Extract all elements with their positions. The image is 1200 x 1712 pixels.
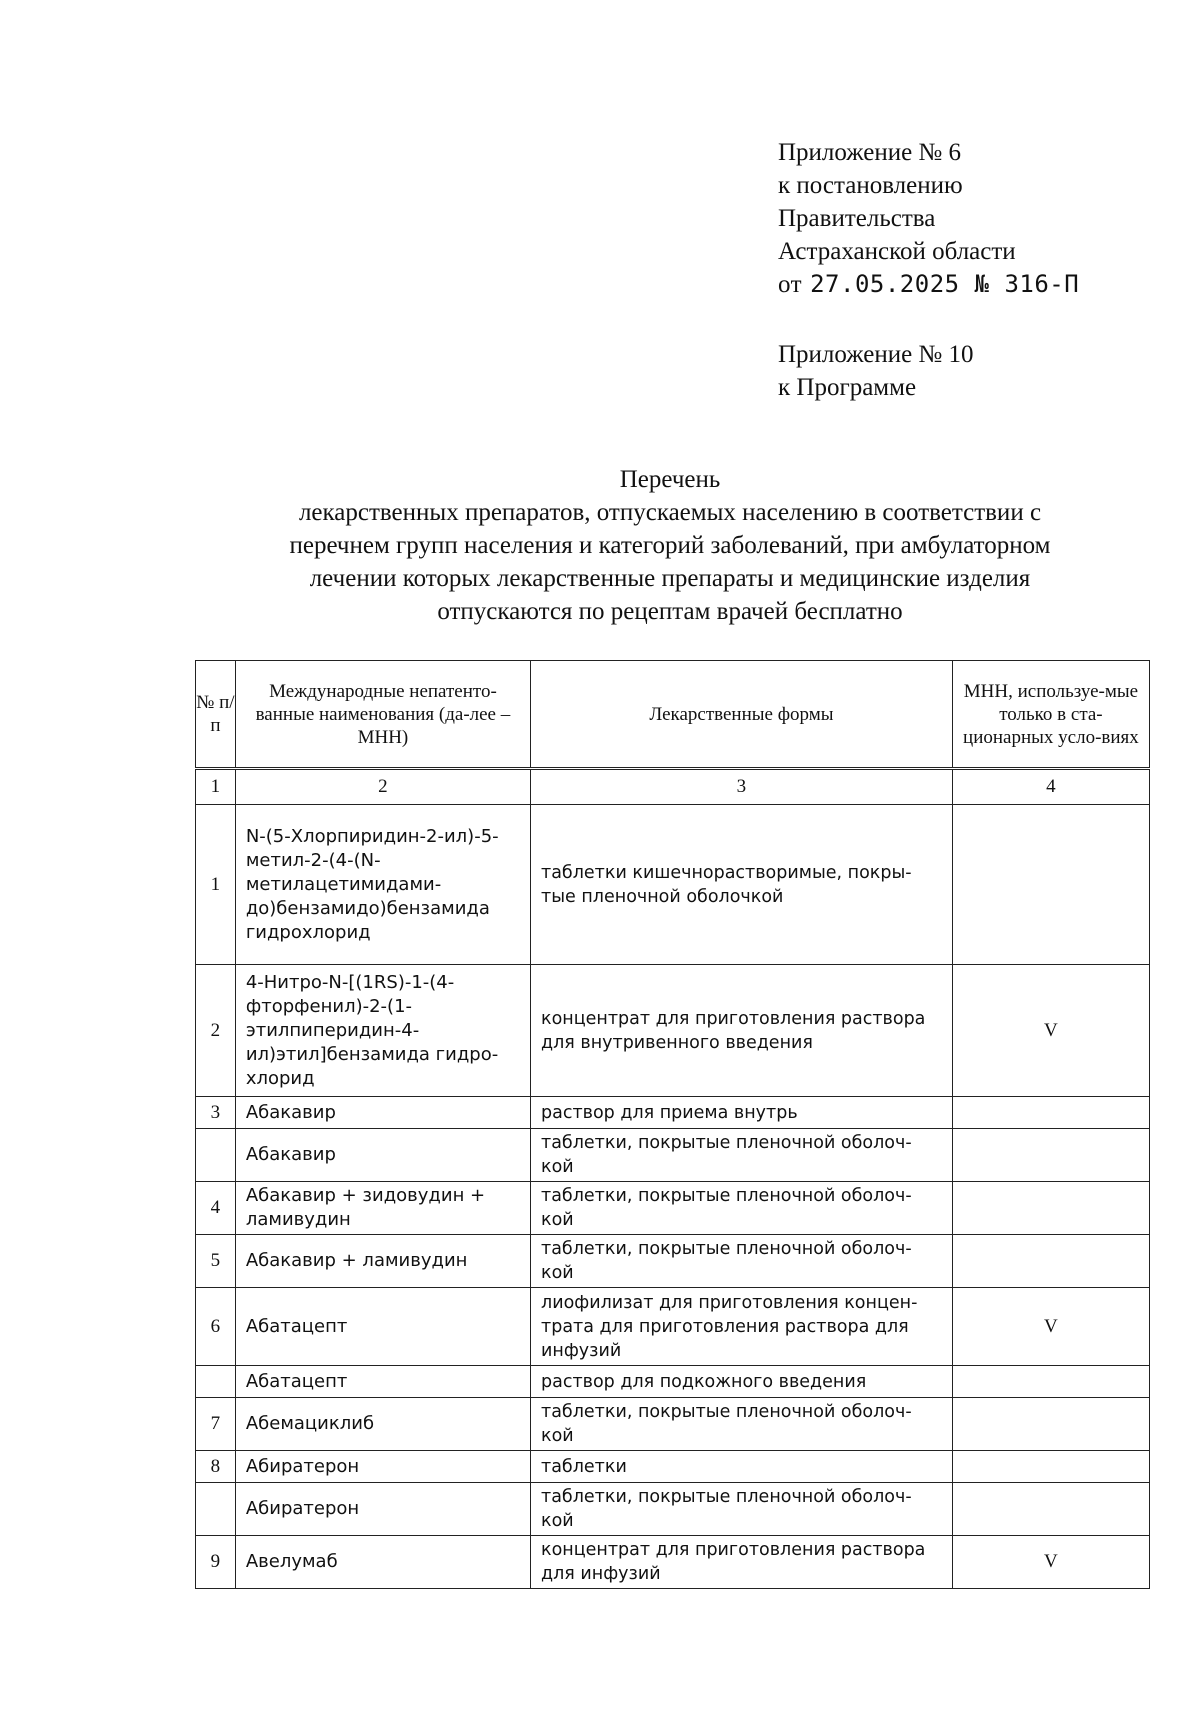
row-hospital-mark: V bbox=[952, 1288, 1149, 1366]
row-mnn: Абакавир bbox=[235, 1097, 530, 1129]
column-number: 2 bbox=[235, 769, 530, 805]
row-mnn: Абатацепт bbox=[235, 1366, 530, 1398]
row-mnn: Абиратерон bbox=[235, 1451, 530, 1483]
table-row bbox=[196, 805, 1150, 965]
row-form: таблетки, покрытые пленочной оболоч-кой bbox=[531, 1483, 953, 1536]
header-forms: Лекарственные формы bbox=[531, 661, 953, 769]
row-mnn: Абатацепт bbox=[235, 1288, 530, 1366]
row-num: 7 bbox=[196, 1398, 236, 1451]
header-mnn: Международные непатенто-ванные наименования (да-лее – МНН) bbox=[235, 661, 530, 769]
row-num bbox=[196, 1366, 236, 1398]
row-form: таблетки, покрытые пленочной оболоч-кой bbox=[531, 1182, 953, 1235]
row-form: таблетки кишечнорастворимые, покры-тые пленочной оболочкой bbox=[531, 805, 953, 965]
table-row bbox=[196, 1398, 1150, 1451]
row-num: 8 bbox=[196, 1451, 236, 1483]
row-form: раствор для подкожного введения bbox=[531, 1366, 953, 1398]
table-row bbox=[196, 1235, 1150, 1288]
row-form: таблетки, покрытые пленочной оболоч-кой bbox=[531, 1235, 953, 1288]
column-number: 3 bbox=[531, 769, 953, 805]
row-num bbox=[196, 1129, 236, 1182]
row-mnn: Абакавир bbox=[235, 1129, 530, 1182]
row-num: 1 bbox=[196, 805, 236, 965]
row-hospital-mark bbox=[952, 1129, 1149, 1182]
row-form: концентрат для приготовления раствора для инфузий bbox=[531, 1536, 953, 1589]
appendix-government: Правительства bbox=[778, 205, 936, 232]
title-line-2: лекарственных препаратов, отпускаемых населению в соответствии с bbox=[298, 499, 1042, 526]
title-line-1: Перечень bbox=[619, 466, 721, 493]
row-form: лиофилизат для приготовления концен-трата для приготовления раствора для инфузий bbox=[531, 1288, 953, 1366]
row-mnn: N-(5-Хлорпиридин-2-ил)-5-метил-2-(4-(N-метилацетимидами-до)бензамидо)бензамида гидрохлорид bbox=[235, 805, 530, 965]
row-hospital-mark bbox=[952, 805, 1149, 965]
row-mnn: 4-Нитро-N-[(1RS)-1-(4-фторфенил)-2-(1-этилпиперидин-4-ил)этил]бензамида гидро-хлорид bbox=[235, 965, 530, 1097]
row-hospital-mark: V bbox=[952, 1536, 1149, 1589]
row-hospital-mark bbox=[952, 1235, 1149, 1288]
row-mnn: Абакавир + ламивудин bbox=[235, 1235, 530, 1288]
column-number-row bbox=[196, 769, 1150, 805]
title-line-4: лечении которых лекарственные препараты и медицинские изделия bbox=[309, 565, 1031, 592]
row-hospital-mark: V bbox=[952, 965, 1149, 1097]
row-mnn: Авелумаб bbox=[235, 1536, 530, 1589]
table-row bbox=[196, 1366, 1150, 1398]
row-num bbox=[196, 1483, 236, 1536]
document-title bbox=[190, 463, 1150, 628]
row-form: концентрат для приготовления раствора для внутривенного введения bbox=[531, 965, 953, 1097]
header-num: № п/п bbox=[196, 661, 236, 769]
row-hospital-mark bbox=[952, 1097, 1149, 1129]
header-hospital-only: МНН, используе-мые только в ста-ционарных усло-виях bbox=[952, 661, 1149, 769]
appendix-order-ref: 27.05.2025 № 316-П bbox=[810, 270, 1080, 298]
table-row bbox=[196, 1536, 1150, 1589]
row-num: 5 bbox=[196, 1235, 236, 1288]
table-header-row bbox=[196, 661, 1150, 769]
row-num: 4 bbox=[196, 1182, 236, 1235]
column-number: 1 bbox=[196, 769, 236, 805]
appendix-number: Приложение № 6 bbox=[778, 139, 962, 166]
row-num: 3 bbox=[196, 1097, 236, 1129]
row-hospital-mark bbox=[952, 1398, 1149, 1451]
program-appendix-header bbox=[778, 338, 974, 404]
row-num: 9 bbox=[196, 1536, 236, 1589]
row-hospital-mark bbox=[952, 1451, 1149, 1483]
title-line-5: отпускаются по рецептам врачей бесплатно bbox=[437, 598, 903, 625]
table-row bbox=[196, 1483, 1150, 1536]
row-mnn: Абакавир + зидовудин + ламивудин bbox=[235, 1182, 530, 1235]
row-mnn: Абемациклиб bbox=[235, 1398, 530, 1451]
table-row bbox=[196, 1182, 1150, 1235]
title-line-3: перечнем групп населения и категорий заболеваний, при амбулаторном bbox=[289, 532, 1051, 559]
appendix-header bbox=[778, 136, 1079, 301]
table-row bbox=[196, 1097, 1150, 1129]
appendix-to-resolution: к постановлению bbox=[778, 172, 963, 199]
row-form: таблетки, покрытые пленочной оболоч-кой bbox=[531, 1129, 953, 1182]
column-number: 4 bbox=[952, 769, 1149, 805]
row-mnn: Абиратерон bbox=[235, 1483, 530, 1536]
row-hospital-mark bbox=[952, 1483, 1149, 1536]
appendix-from-label: от bbox=[778, 271, 803, 298]
appendix-order-line bbox=[778, 268, 1079, 301]
drug-list-table bbox=[195, 660, 1150, 1589]
table-row bbox=[196, 1451, 1150, 1483]
row-form: таблетки, покрытые пленочной оболоч-кой bbox=[531, 1398, 953, 1451]
program-appendix-to-program: к Программе bbox=[778, 374, 917, 401]
row-num: 2 bbox=[196, 965, 236, 1097]
program-appendix-number: Приложение № 10 bbox=[778, 341, 974, 368]
table-row bbox=[196, 1288, 1150, 1366]
table-row bbox=[196, 965, 1150, 1097]
row-hospital-mark bbox=[952, 1182, 1149, 1235]
row-form: раствор для приема внутрь bbox=[531, 1097, 953, 1129]
row-hospital-mark bbox=[952, 1366, 1149, 1398]
table-row bbox=[196, 1129, 1150, 1182]
appendix-region: Астраханской области bbox=[778, 238, 1016, 265]
row-form: таблетки bbox=[531, 1451, 953, 1483]
row-num: 6 bbox=[196, 1288, 236, 1366]
